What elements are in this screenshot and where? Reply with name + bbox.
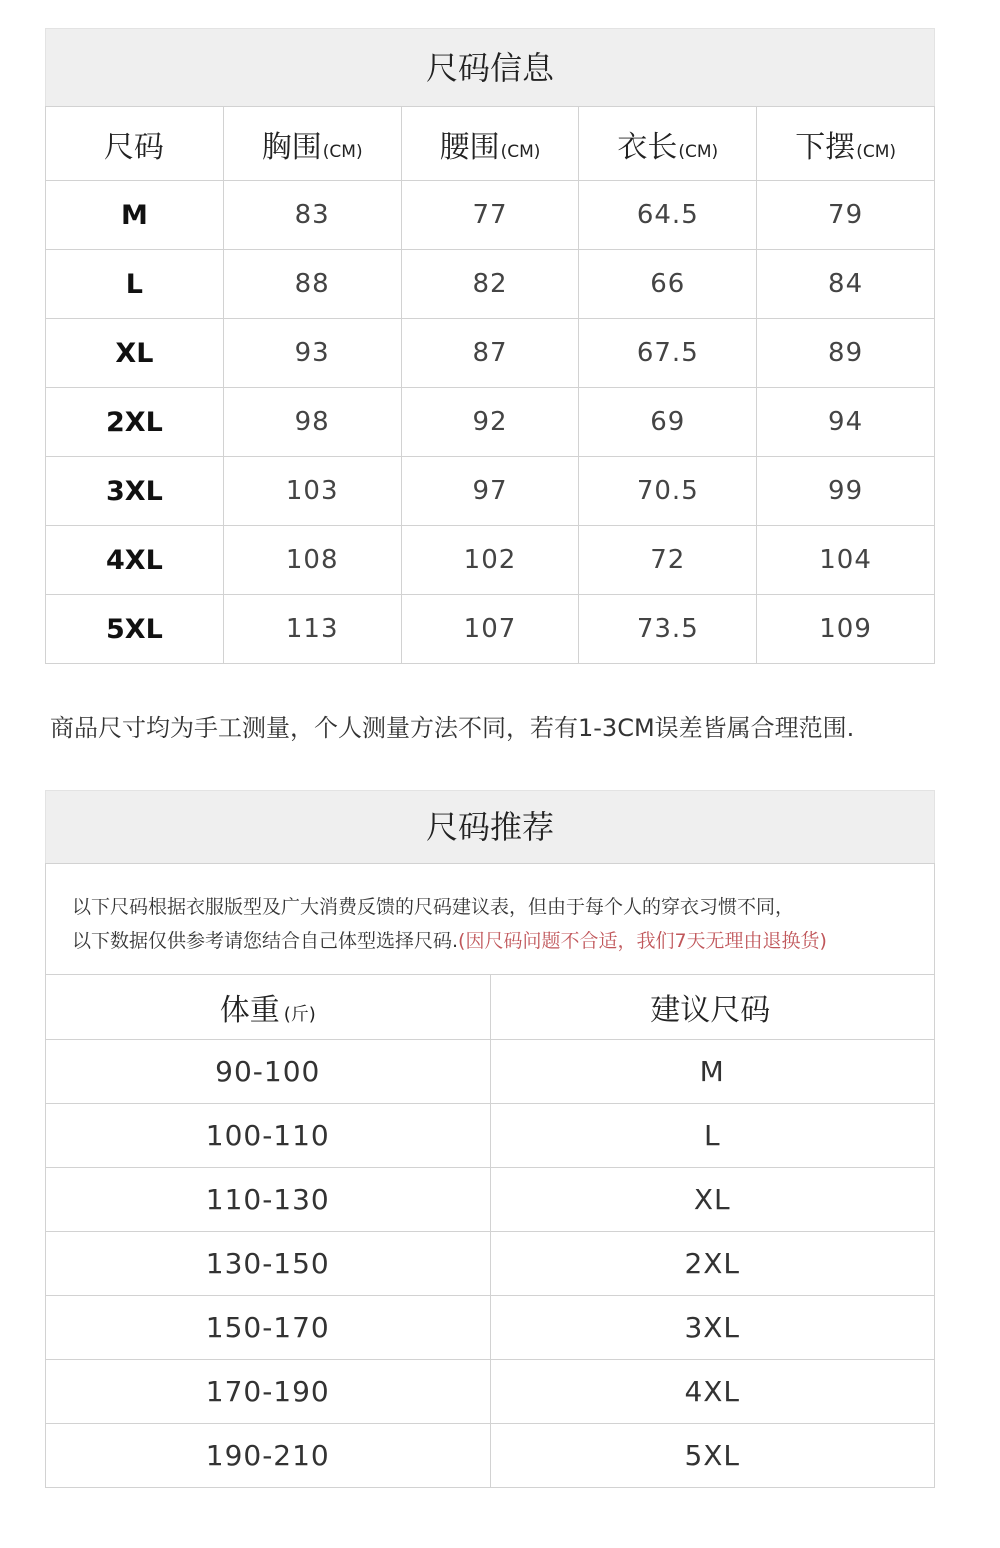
- chest-cell: 108: [223, 526, 401, 595]
- length-cell: 72: [579, 526, 757, 595]
- waist-cell: 92: [401, 388, 579, 457]
- size-cell: L: [46, 250, 224, 319]
- size-recommendation-table: [45, 974, 935, 1488]
- header-size: 尺码: [46, 107, 224, 181]
- size-cell: 2XL: [46, 388, 224, 457]
- weight-cell: 150-170: [46, 1296, 491, 1360]
- size-info-table: [45, 106, 935, 664]
- table-row: [46, 388, 935, 457]
- table-row: [46, 1104, 935, 1168]
- header-weight: 体重 (斤): [46, 975, 491, 1040]
- description-line-1: 以下尺码根据衣服版型及广大消费反馈的尺码建议表，但由于每个人的穿衣习惯不同，: [72, 896, 795, 918]
- hem-cell: 84: [757, 250, 935, 319]
- table-row: [46, 250, 935, 319]
- suggested-size-cell: 5XL: [490, 1424, 935, 1488]
- table-row: [46, 595, 935, 664]
- table-row: [46, 457, 935, 526]
- recommendation-header-row: [46, 975, 935, 1040]
- hem-cell: 104: [757, 526, 935, 595]
- weight-cell: 90-100: [46, 1040, 491, 1104]
- suggested-size-cell: XL: [490, 1168, 935, 1232]
- size-info-title: 尺码信息: [45, 28, 935, 106]
- weight-cell: 130-150: [46, 1232, 491, 1296]
- size-info-section: [45, 28, 935, 664]
- size-cell: M: [46, 181, 224, 250]
- size-info-header-row: [46, 107, 935, 181]
- table-row: [46, 1296, 935, 1360]
- table-row: [46, 1424, 935, 1488]
- header-waist: 腰围(CM): [401, 107, 579, 181]
- description-line-2: [72, 924, 934, 958]
- weight-cell: 110-130: [46, 1168, 491, 1232]
- waist-cell: 87: [401, 319, 579, 388]
- suggested-size-cell: 3XL: [490, 1296, 935, 1360]
- header-suggested-size: 建议尺码: [490, 975, 935, 1040]
- table-row: [46, 319, 935, 388]
- weight-cell: 100-110: [46, 1104, 491, 1168]
- hem-cell: 109: [757, 595, 935, 664]
- hem-cell: 94: [757, 388, 935, 457]
- weight-cell: 170-190: [46, 1360, 491, 1424]
- recommendation-description: [45, 863, 935, 974]
- size-recommendation-section: [45, 790, 935, 1488]
- table-row: [46, 1168, 935, 1232]
- table-row: [46, 526, 935, 595]
- size-recommendation-title: 尺码推荐: [45, 790, 935, 863]
- length-cell: 67.5: [579, 319, 757, 388]
- size-cell: 4XL: [46, 526, 224, 595]
- length-cell: 69: [579, 388, 757, 457]
- chest-cell: 93: [223, 319, 401, 388]
- suggested-size-cell: 2XL: [490, 1232, 935, 1296]
- suggested-size-cell: M: [490, 1040, 935, 1104]
- chest-cell: 113: [223, 595, 401, 664]
- suggested-size-cell: L: [490, 1104, 935, 1168]
- table-row: [46, 1232, 935, 1296]
- weight-cell: 190-210: [46, 1424, 491, 1488]
- waist-cell: 82: [401, 250, 579, 319]
- hem-cell: 79: [757, 181, 935, 250]
- suggested-size-cell: 4XL: [490, 1360, 935, 1424]
- size-cell: 3XL: [46, 457, 224, 526]
- header-chest: 胸围(CM): [223, 107, 401, 181]
- description-text: 以下数据仅供参考请您结合自己体型选择尺码.: [72, 930, 459, 952]
- chest-cell: 88: [223, 250, 401, 319]
- chest-cell: 98: [223, 388, 401, 457]
- table-row: [46, 1040, 935, 1104]
- header-hem: 下摆(CM): [757, 107, 935, 181]
- length-cell: 64.5: [579, 181, 757, 250]
- measurement-note: 商品尺寸均为手工测量，个人测量方法不同，若有1-3CM误差皆属合理范围.: [50, 714, 855, 742]
- length-cell: 73.5: [579, 595, 757, 664]
- hem-cell: 89: [757, 319, 935, 388]
- header-length: 衣长(CM): [579, 107, 757, 181]
- waist-cell: 102: [401, 526, 579, 595]
- size-cell: 5XL: [46, 595, 224, 664]
- table-row: [46, 181, 935, 250]
- chest-cell: 83: [223, 181, 401, 250]
- chest-cell: 103: [223, 457, 401, 526]
- waist-cell: 97: [401, 457, 579, 526]
- waist-cell: 77: [401, 181, 579, 250]
- hem-cell: 99: [757, 457, 935, 526]
- return-policy-note: (因尺码问题不合适，我们7天无理由退换货): [458, 930, 827, 952]
- length-cell: 66: [579, 250, 757, 319]
- waist-cell: 107: [401, 595, 579, 664]
- length-cell: 70.5: [579, 457, 757, 526]
- table-row: [46, 1360, 935, 1424]
- size-cell: XL: [46, 319, 224, 388]
